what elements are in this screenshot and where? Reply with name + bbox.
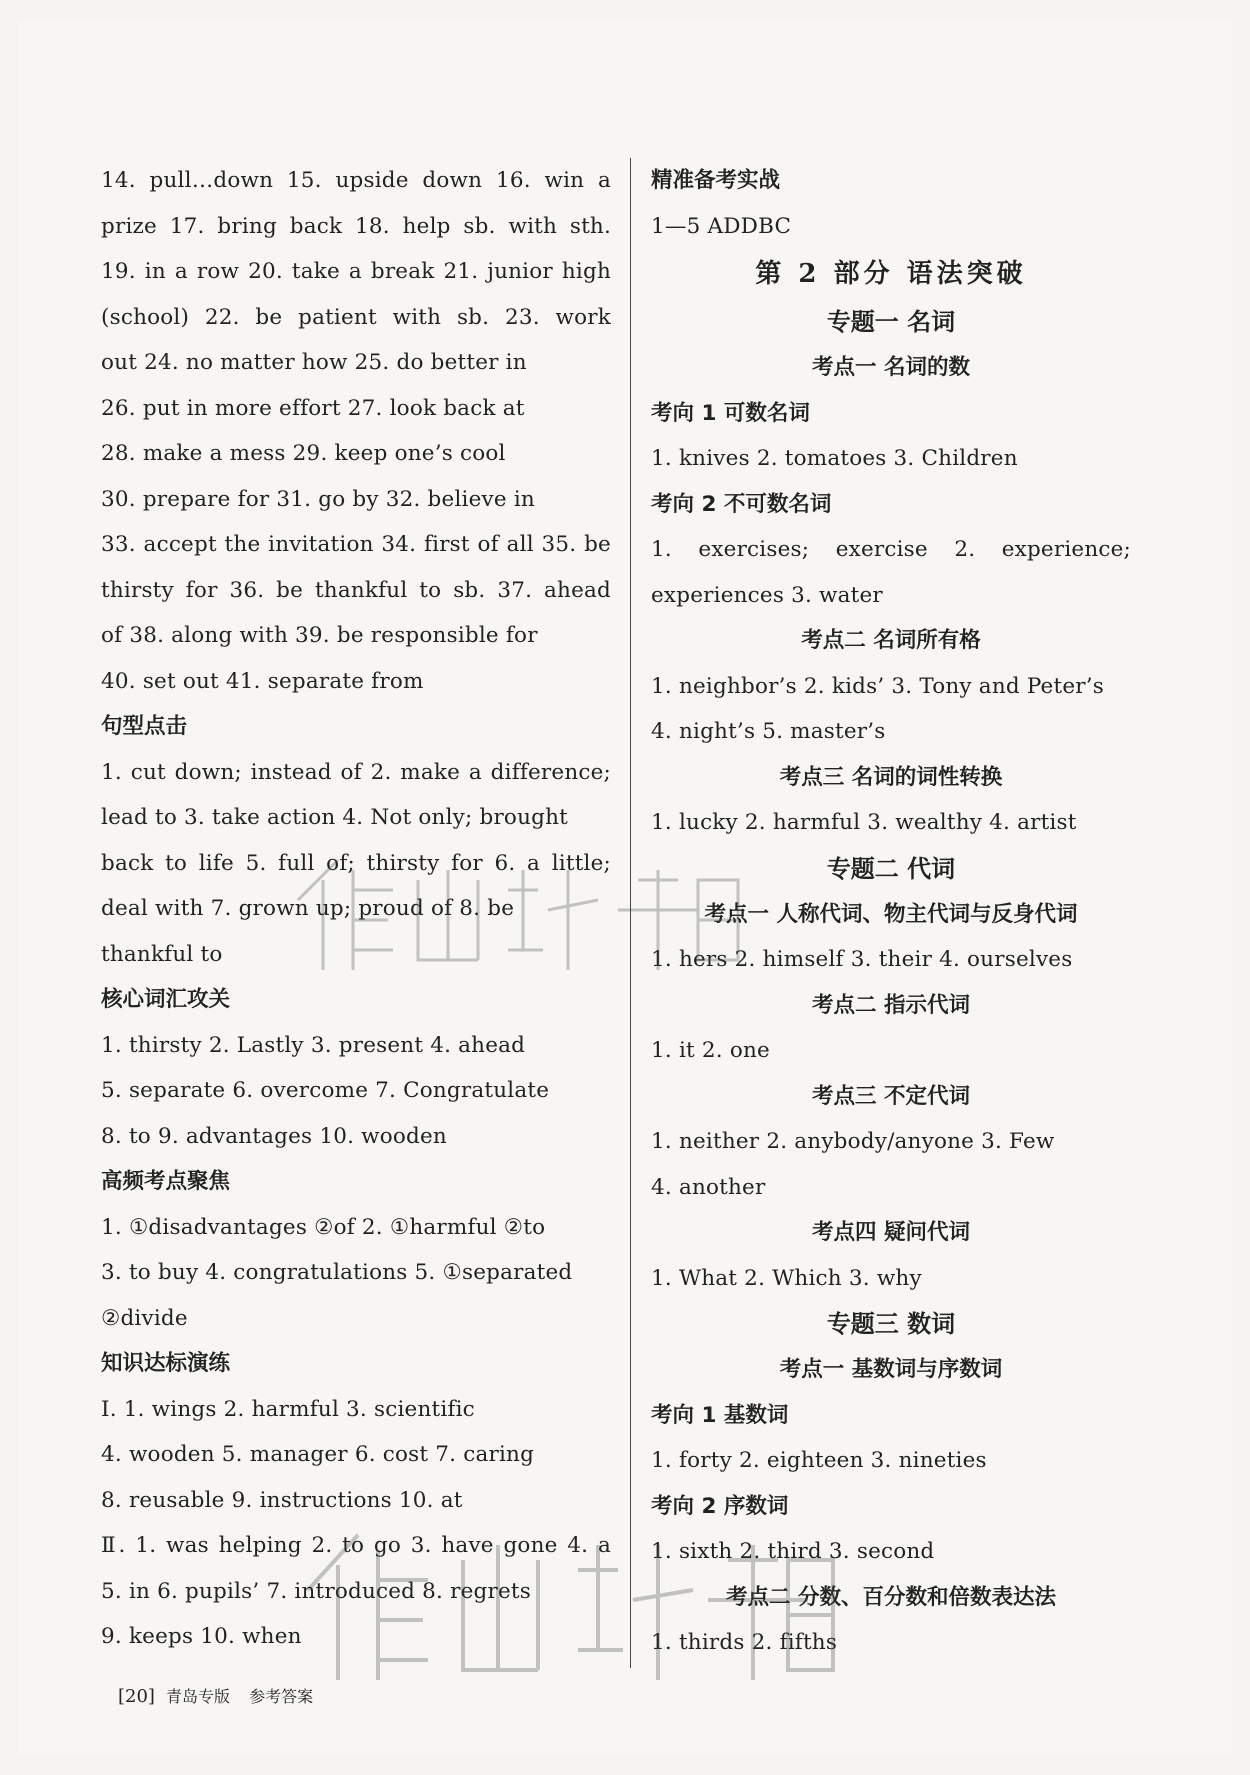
part-title: 第 2 部分 语法突破 (755, 259, 1027, 289)
answer-line: 1. sixth 2. third 3. second (651, 1539, 935, 1564)
point-heading: 考点一 人称代词、物主代词与反身代词 (704, 901, 1078, 927)
answer-line: deal with 7. grown up; proud of 8. be (101, 896, 515, 921)
edition-label: 青岛专版 (166, 1687, 231, 1706)
answer-line: of 38. along with 39. be responsible for (101, 623, 538, 648)
topic-heading: 专题一 名词 (826, 308, 956, 336)
answer-line: 4. another (651, 1174, 766, 1200)
answer-line: 1. lucky 2. harmful 3. wealthy 4. artist (651, 810, 1077, 835)
answer-line: 1. exercises; exercise 2. experience; (651, 537, 1131, 562)
answer-line: 1. cut down; instead of 2. make a difference; (101, 759, 611, 785)
answer-line: 1. it 2. one (651, 1038, 770, 1063)
point-heading: 考点一 基数词与序数词 (779, 1357, 1003, 1382)
section-heading-sentence: 句型点击 (101, 714, 188, 739)
page-footer (118, 1684, 313, 1707)
answer-line: Ⅱ. 1. was helping 2. to go 3. have gone 4. a (101, 1533, 611, 1558)
page-number: [20] (118, 1686, 155, 1707)
answer-line: 1. forty 2. eighteen 3. nineties (651, 1448, 987, 1473)
vocab-answers (101, 1023, 611, 1160)
answer-line: 1. neither 2. anybody/anyone 3. Few (651, 1129, 1055, 1154)
answer-line: 4. night’s 5. master’s (651, 719, 886, 744)
point-heading: 考点三 名词的词性转换 (779, 764, 1003, 790)
answer-line: 1. thirds 2. fifths (651, 1630, 838, 1655)
phrase-answers (101, 158, 611, 704)
answer-line: 1. ①disadvantages ②of 2. ①harmful ②to (101, 1214, 546, 1240)
watermark-logo (278, 840, 798, 990)
answer-line: 5. in 6. pupils’ 7. introduced 8. regrets (101, 1578, 531, 1604)
direction-heading: 考向 1 基数词 (651, 1402, 789, 1428)
point-heading: 考点一 名词的数 (812, 355, 970, 380)
point-heading: 考点二 名词所有格 (801, 628, 981, 653)
section-heading-vocab: 核心词汇攻关 (101, 987, 231, 1012)
answer-line: 33. accept the invitation 34. first of all 35. be (101, 532, 611, 557)
answer-line: 1. What 2. Which 3. why (651, 1265, 922, 1291)
document-page (18, 20, 1232, 1755)
answer-line: 19. in a row 20. take a break 21. junior high (101, 259, 611, 284)
focus-answers (101, 1205, 611, 1342)
answer-line: thankful to (101, 941, 223, 967)
answer-line: (school) 22. be patient with sb. 23. work (101, 304, 611, 330)
answer-line: 26. put in more effort 27. look back at (101, 395, 525, 421)
answer-key-label: 参考答案 (249, 1687, 314, 1706)
section-heading-exam: 精准备考实战 (651, 168, 781, 193)
answer-line: 1. knives 2. tomatoes 3. Children (651, 446, 1018, 471)
answer-line: 8. reusable 9. instructions 10. at (101, 1487, 463, 1513)
direction-heading: 考向 1 可数名词 (651, 400, 810, 426)
topic-heading: 专题三 数词 (826, 1310, 956, 1338)
direction-heading: 考向 2 不可数名词 (651, 491, 832, 517)
answer-line: 40. set out 41. separate from (101, 668, 424, 694)
topic-heading: 专题二 代词 (826, 854, 956, 883)
answer-line: 8. to 9. advantages 10. wooden (101, 1123, 447, 1149)
answer-line: back to life 5. full of; thirsty for 6. a little; (101, 850, 611, 876)
answer-line: 14. pull…down 15. upside down 16. win a (101, 168, 611, 193)
section-heading-focus: 高频考点聚焦 (101, 1169, 231, 1194)
answer-line: 1. hers 2. himself 3. their 4. ourselves (651, 947, 1073, 972)
answer-line: 9. keeps 10. when (101, 1624, 302, 1649)
watermark-logo (288, 1510, 848, 1700)
point-heading: 考点三 不定代词 (812, 1083, 970, 1109)
exam-answer: 1—5 ADDBC (651, 213, 792, 239)
answer-line: experiences 3. water (651, 582, 883, 608)
point-heading: 考点四 疑问代词 (812, 1220, 970, 1245)
point-heading: 考点二 指示代词 (812, 992, 970, 1018)
answer-line: 3. to buy 4. congratulations 5. ①separated (101, 1260, 573, 1285)
answer-line: thirsty for 36. be thankful to sb. 37. ahead (101, 577, 611, 603)
answer-line: lead to 3. take action 4. Not only; brought (101, 805, 568, 830)
answer-line: 30. prepare for 31. go by 32. believe in (101, 486, 535, 512)
section-heading-practice: 知识达标演练 (101, 1351, 231, 1376)
answer-line: 28. make a mess 29. keep one’s cool (101, 441, 506, 466)
answer-line: 1. thirsty 2. Lastly 3. present 4. ahead (101, 1032, 526, 1058)
answer-line: Ⅰ. 1. wings 2. harmful 3. scientific (101, 1396, 475, 1422)
answer-line: 4. wooden 5. manager 6. cost 7. caring (101, 1442, 535, 1467)
answer-line: 1. neighbor’s 2. kids’ 3. Tony and Peter’s (651, 673, 1104, 699)
direction-heading: 考向 2 序数词 (651, 1493, 789, 1519)
answer-line: 5. separate 6. overcome 7. Congratulate (101, 1078, 550, 1103)
answer-line: ②divide (101, 1305, 188, 1331)
point-heading: 考点二 分数、百分数和倍数表达法 (726, 1584, 1056, 1610)
answer-line: out 24. no matter how 25. do better in (101, 350, 527, 375)
answer-line: prize 17. bring back 18. help sb. with sth. (101, 213, 611, 239)
